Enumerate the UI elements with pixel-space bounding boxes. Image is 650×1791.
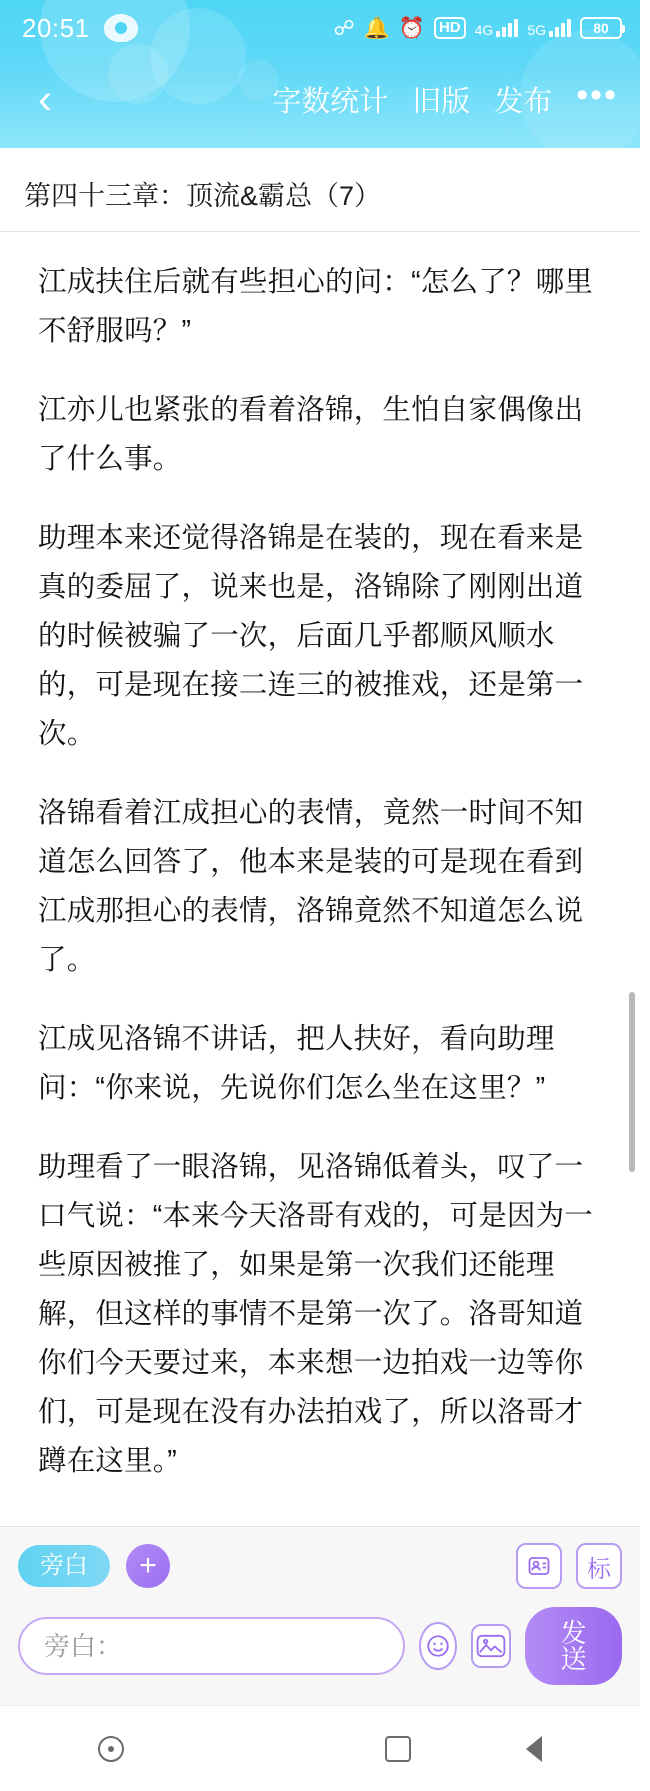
status-right-icons bbox=[333, 17, 622, 39]
publish-button[interactable]: 发布 bbox=[494, 85, 553, 118]
nav-bar bbox=[0, 56, 640, 142]
back-chevron-icon[interactable]: ‹ bbox=[38, 75, 52, 122]
home-square-icon[interactable] bbox=[385, 1736, 411, 1762]
dot-circle-icon[interactable] bbox=[98, 1736, 124, 1762]
scrollbar[interactable] bbox=[629, 992, 635, 1172]
paragraph[interactable]: 洛锦看着江成担心的表情，竟然一时间不知道怎么回答了，他本来是装的可是现在看到江成那担心的表情，洛锦竟然不知道怎么说了。 bbox=[38, 797, 584, 976]
status-app-icons bbox=[104, 14, 138, 42]
battery-indicator: 80 bbox=[580, 17, 622, 39]
word-count-button[interactable]: 字数统计 bbox=[272, 85, 389, 118]
picture-icon[interactable] bbox=[471, 1624, 511, 1668]
old-version-button[interactable]: 旧版 bbox=[412, 85, 471, 118]
user-card-icon[interactable] bbox=[516, 1543, 562, 1589]
alarm-icon: ⏰ bbox=[398, 16, 425, 40]
status-bar bbox=[0, 0, 640, 56]
nav-actions bbox=[272, 76, 618, 123]
paragraph[interactable]: 江成扶住后就有些担心的问：“怎么了？哪里不舒服吗？” bbox=[38, 266, 593, 347]
status-time: 20:51 bbox=[22, 12, 90, 43]
signal-bars bbox=[549, 19, 571, 37]
smiley-icon[interactable] bbox=[419, 1622, 457, 1670]
narration-tag-button[interactable]: 旁白 bbox=[18, 1545, 110, 1587]
paragraph[interactable]: 助理看了一眼洛锦，见洛锦低着头，叹了一口气说：“本来今天洛哥有戏的，可是因为一些原因被推了，如果是第一次我们还能理解，但这样的事情不是第一次了。洛哥知道你们今天要过来，本来想一边拍戏一边等你们，可是现在没有办法拍戏了，所以洛哥才蹲在这里。” bbox=[38, 1151, 593, 1477]
more-options-icon[interactable]: ••• bbox=[576, 75, 618, 114]
paragraph[interactable]: 助理本来还觉得洛锦是在装的，现在看来是真的委屈了，说来也是，洛锦除了刚刚出道的时候被骗了一次，后面几乎都顺风顺水的，可是现在接二连三的被推戏，还是第一次。 bbox=[38, 522, 584, 750]
app-header bbox=[0, 0, 640, 148]
signal-4g bbox=[475, 19, 519, 37]
paragraph[interactable]: 江成见洛锦不讲话，把人扶好，看向助理问：“你来说，先说你们怎么坐在这里？” bbox=[38, 1023, 555, 1104]
signal-5g bbox=[527, 19, 571, 37]
back-triangle-icon[interactable] bbox=[526, 1736, 542, 1762]
paragraph[interactable]: 江亦儿也紧张的看着洛锦，生怕自家偶像出了什么事。 bbox=[38, 394, 584, 475]
android-navigation-bar bbox=[0, 1705, 640, 1791]
bluetooth-icon: ☍ bbox=[333, 16, 355, 40]
narration-input[interactable] bbox=[18, 1617, 405, 1675]
editor-toolbar bbox=[0, 1526, 640, 1705]
chapter-title[interactable]: 第四十三章：顶流&霸总（7） bbox=[24, 181, 382, 211]
bell-mute-icon: 🔔 bbox=[363, 16, 390, 40]
editor-row-bottom bbox=[18, 1607, 622, 1685]
editor-row-top-right bbox=[516, 1543, 622, 1589]
mark-button[interactable]: 标 bbox=[576, 1543, 622, 1589]
signal-5g-label: 5G bbox=[527, 22, 546, 38]
chapter-content[interactable] bbox=[0, 232, 640, 1526]
send-button[interactable]: 发送 bbox=[525, 1607, 622, 1685]
menu-lines-icon[interactable] bbox=[239, 1743, 269, 1755]
signal-4g-label: 4G bbox=[474, 22, 494, 38]
weibo-eye-icon bbox=[104, 14, 138, 42]
plus-icon[interactable]: + bbox=[126, 1544, 170, 1588]
hd-badge: HD bbox=[434, 17, 466, 39]
signal-bars bbox=[496, 19, 518, 37]
editor-row-top bbox=[18, 1543, 622, 1589]
